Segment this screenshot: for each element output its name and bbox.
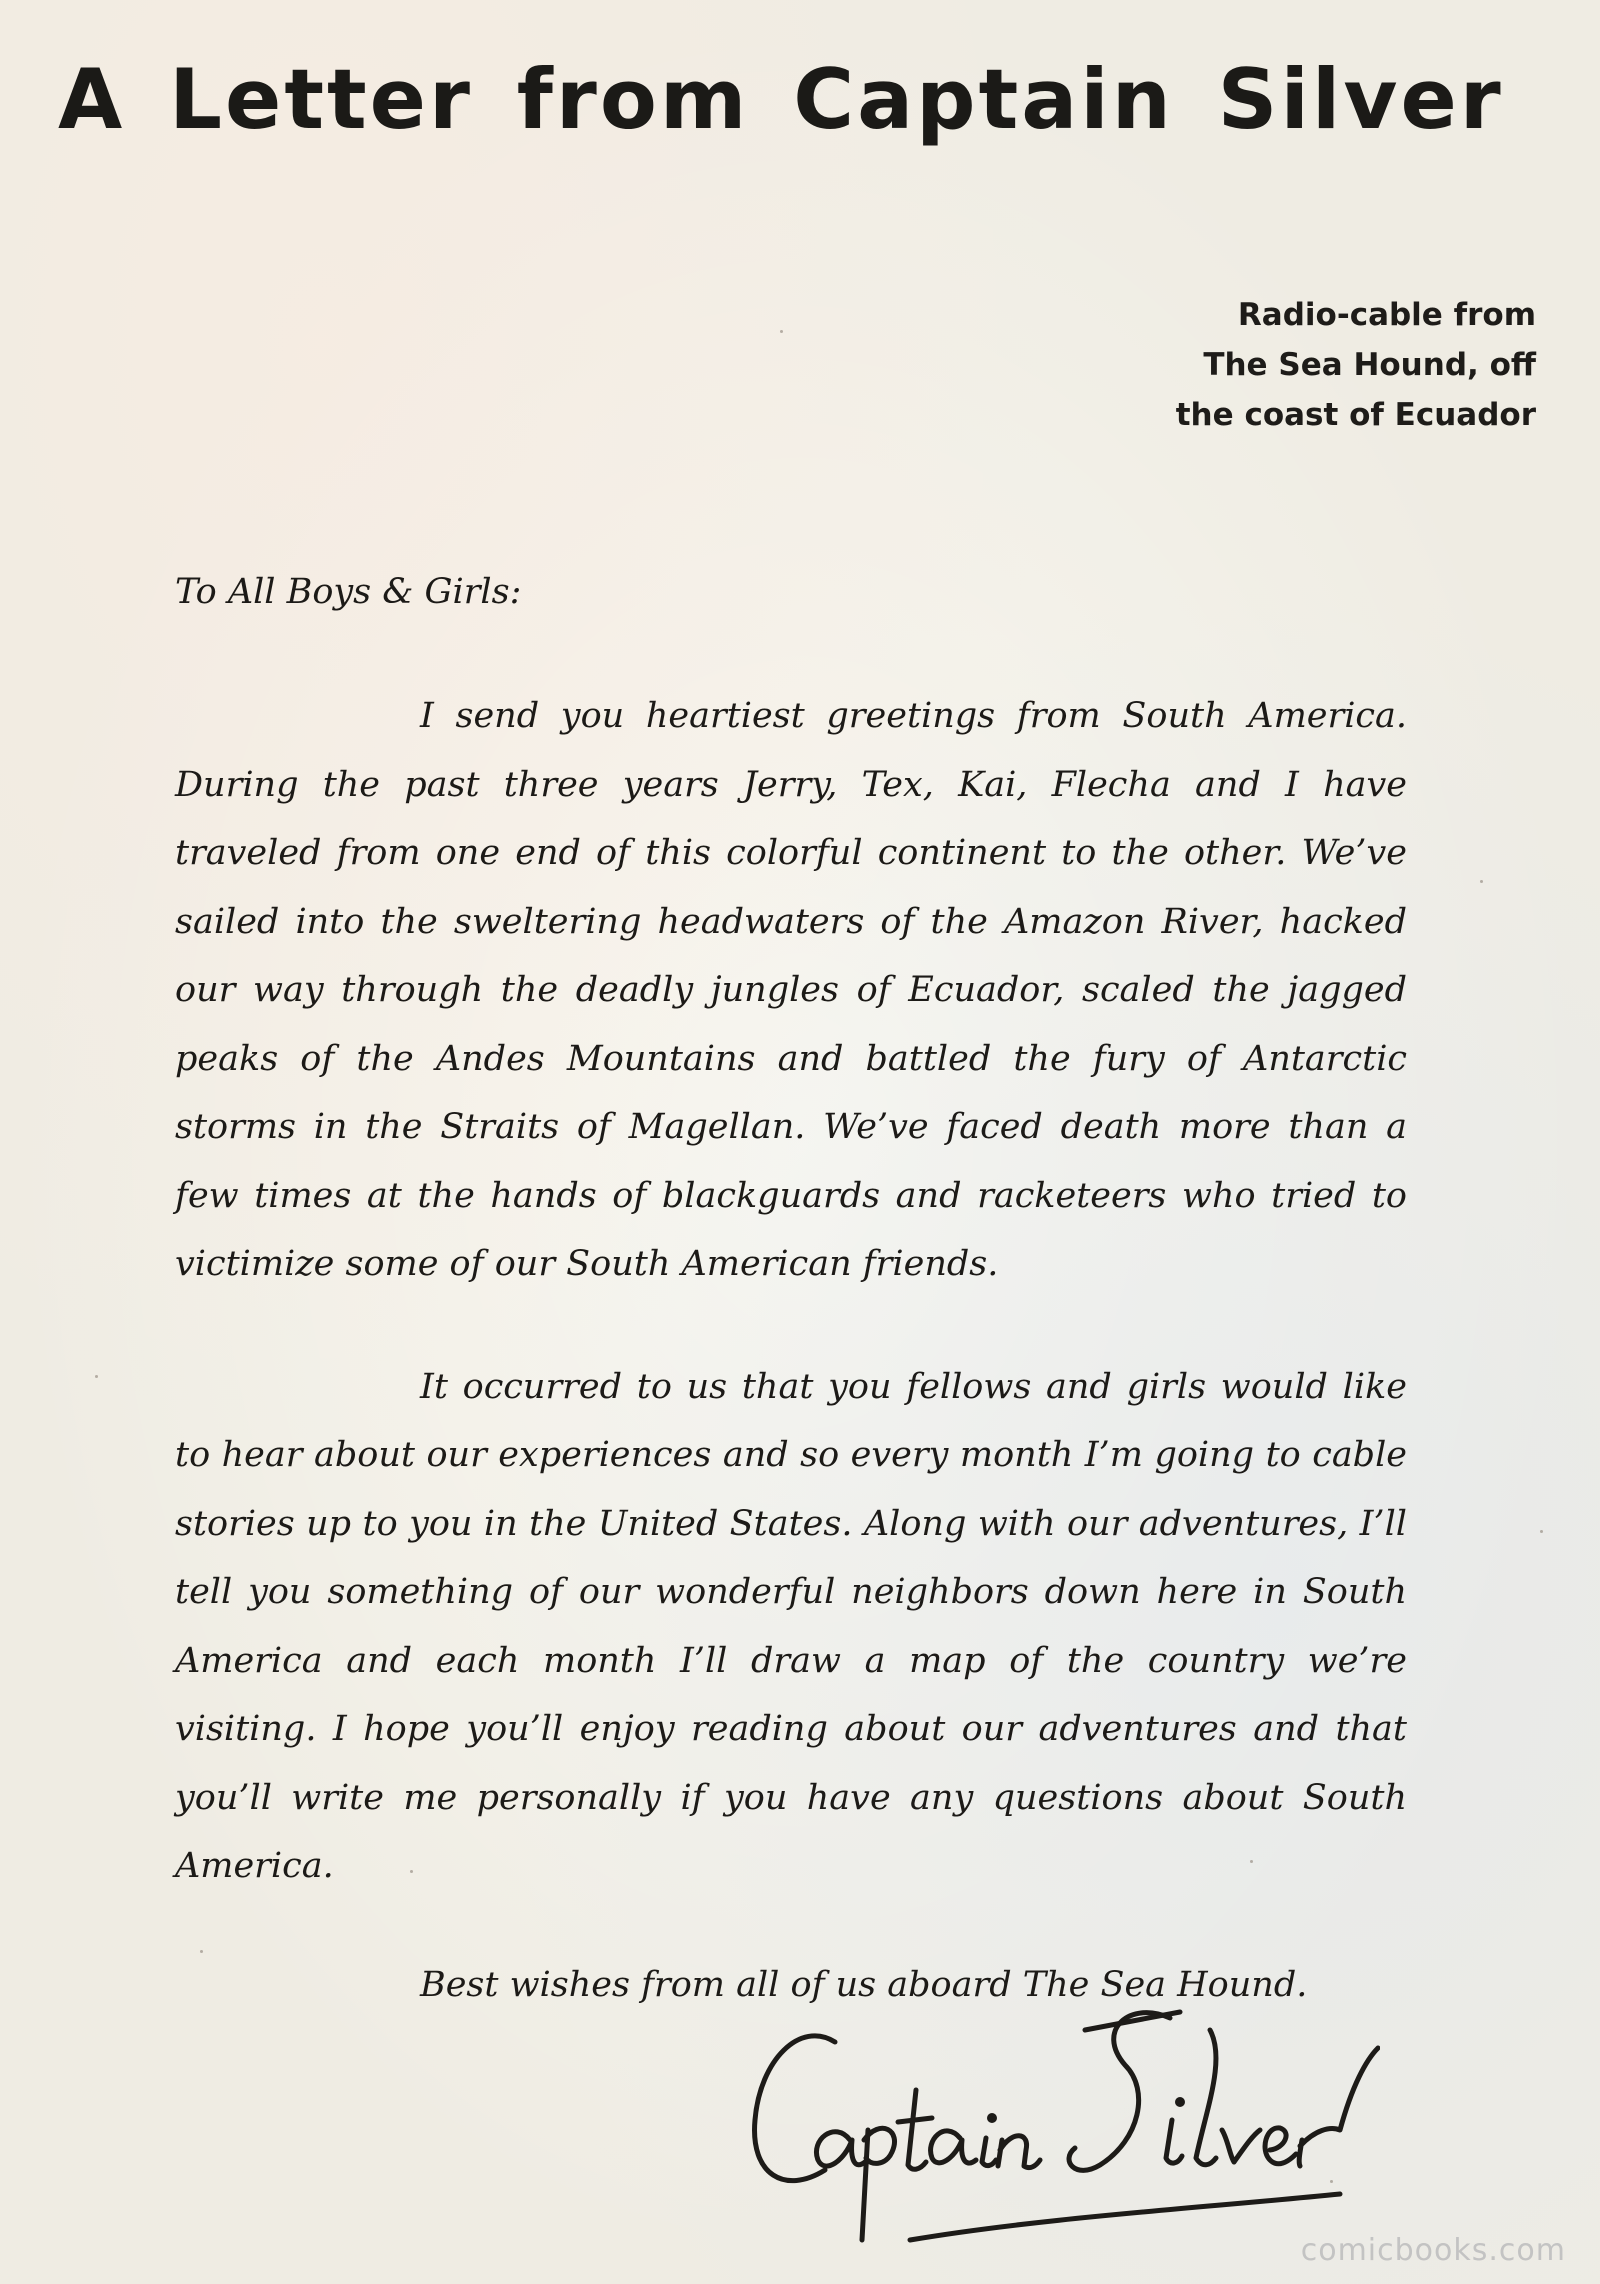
paper-fleck bbox=[1540, 1530, 1543, 1533]
cable-header bbox=[1076, 290, 1536, 440]
paper-fleck bbox=[95, 1375, 98, 1378]
cable-header-line: The Sea Hound, off bbox=[1203, 347, 1536, 383]
paper-fleck bbox=[1250, 1860, 1253, 1863]
cable-header-line: the coast of Ecuador bbox=[1175, 397, 1536, 433]
letter-paragraph: I send you heartiest greetings from South America. During the past three years Jerry, Tex, Kai, Flecha and I have traveled from one end of this colorful continent to the other. We’ve sailed into the sweltering headwaters of the Amazon River, hacked our way through the deadly jungles of Ecuador, scaled the jagged peaks of the Andes Mountains and battled the fury of Antarctic storms in the Straits of Magellan. We’ve faced death more than a few times at the hands of blackguards and racketeers who tried to victimize some of our South American friends. bbox=[175, 696, 1407, 1284]
paper-fleck bbox=[200, 1950, 203, 1953]
paper-fleck bbox=[780, 330, 783, 333]
letter-body bbox=[175, 562, 1407, 2015]
paper-fleck bbox=[410, 1870, 413, 1873]
letter-paragraph: It occurred to us that you fellows and girls would like to hear about our experiences and so every month I’m going to cable stories up to you in the United States. Along with our adventures, I’ll tell you something of our wonderful neighbors down here in South America and each month I’ll draw a map of the country we’re visiting. I hope you’ll enjoy reading about our adventures and that you’ll write me personally if you have any questions about South America. bbox=[175, 1366, 1407, 1886]
signature-image bbox=[740, 1990, 1380, 2250]
letter-salutation: To All Boys & Girls: bbox=[175, 572, 522, 612]
paper-fleck bbox=[1480, 880, 1483, 883]
page-title: A Letter from Captain Silver bbox=[58, 51, 1504, 148]
watermark: comicbooks.com bbox=[1300, 2233, 1566, 2268]
cable-header-line: Radio-cable from bbox=[1237, 297, 1536, 333]
paper-fleck bbox=[1330, 2180, 1333, 2183]
letter-closing: Best wishes from all of us aboard The Sea Hound. bbox=[420, 1964, 1308, 2005]
